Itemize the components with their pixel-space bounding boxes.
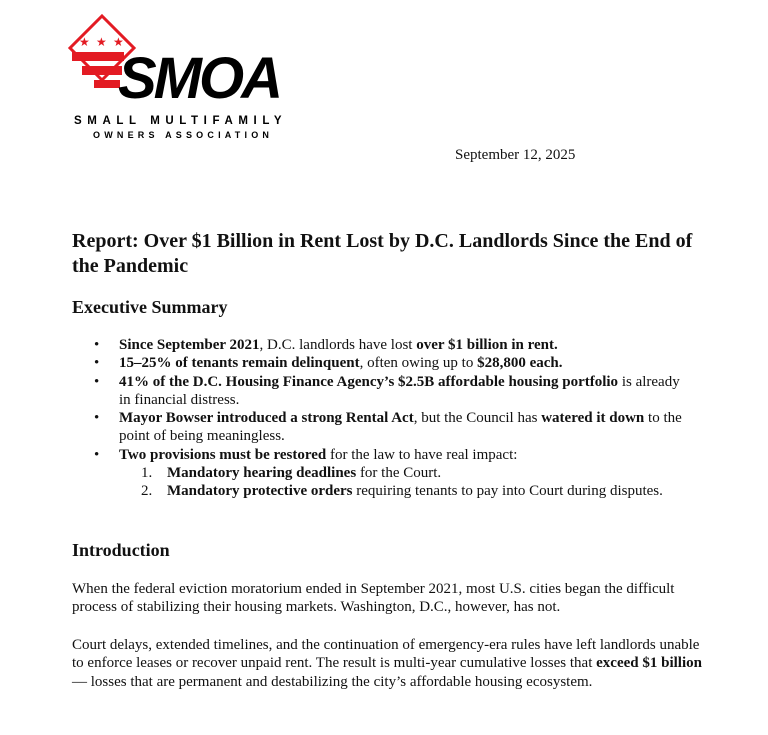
provision-bold: Mandatory protective orders <box>167 483 353 500</box>
executive-summary-heading: Executive Summary <box>72 297 228 317</box>
report-title: Report: Over $1 Billion in Rent Lost by D.C. Landlords Since the End of the Pandemic <box>72 230 693 277</box>
executive-summary-list <box>72 336 692 501</box>
intro-paragraph-2-bold: exceed $1 billion <box>596 655 702 672</box>
svg-text:★: ★ <box>79 35 90 49</box>
bullet-icon: • <box>94 410 100 427</box>
summary-item <box>72 354 692 372</box>
provisions-list <box>119 464 692 501</box>
report-date: September 12, 2025 <box>455 147 576 163</box>
summary-item-bold: Two provisions must be restored <box>119 446 327 463</box>
summary-item-bold: Since September 2021 <box>119 337 260 353</box>
summary-item-bold: watered it down <box>541 410 645 427</box>
bullet-icon: • <box>94 355 100 372</box>
logo-tagline-1: SMALL MULTIFAMILY <box>74 115 288 127</box>
provision-bold: Mandatory hearing deadlines <box>167 465 357 482</box>
intro-paragraph-2-text: Court delays, extended timelines, and the continuation of emergency-era rules have left landlords unable to enforce leases or recover unpaid rent. The result is multi-year cumulative losses that <box>72 637 700 672</box>
bullet-icon: • <box>94 446 100 463</box>
summary-item-text: , often owing up to <box>359 355 478 372</box>
summary-item-text: to the point of being meaningless. <box>119 410 682 445</box>
provision-number: 2. <box>141 483 153 500</box>
svg-text:★: ★ <box>96 35 107 49</box>
provision-text: for the Court. <box>356 465 442 482</box>
bullet-icon: • <box>94 337 100 353</box>
svg-text:★: ★ <box>113 35 124 49</box>
intro-paragraph-2-text-end: — losses that are permanent and destabilizing the city’s affordable housing ecosystem. <box>72 673 593 690</box>
provision-item <box>119 482 692 500</box>
summary-item-text: for the law to have real impact: <box>326 446 518 463</box>
smoa-logo <box>62 14 302 140</box>
bullet-icon: • <box>94 373 100 390</box>
summary-item <box>72 336 692 354</box>
summary-item-bold: Mayor Bowser introduced a strong Rental Act <box>119 410 414 427</box>
provision-number: 1. <box>141 465 153 482</box>
summary-item-text: is already in financial distress. <box>119 373 680 408</box>
logo-tagline-2: OWNERS ASSOCIATION <box>93 130 274 140</box>
summary-item-text: , D.C. landlords have lost <box>259 337 417 353</box>
provision-item <box>119 464 692 482</box>
summary-item-bold: 41% of the D.C. Housing Finance Agency’s $2.5B affordable housing portfolio <box>119 373 619 390</box>
summary-item <box>72 373 692 410</box>
logo-wordmark: SMOA <box>118 46 280 111</box>
summary-item <box>72 409 692 446</box>
summary-item-bold: 15–25% of tenants remain delinquent <box>119 355 360 372</box>
summary-item-bold: over $1 billion in rent. <box>416 337 558 353</box>
provision-text: requiring tenants to pay into Court during disputes. <box>352 483 663 500</box>
summary-item-text: , but the Council has <box>413 410 542 427</box>
summary-item-bold: $28,800 each. <box>477 355 563 372</box>
summary-item <box>72 446 692 501</box>
intro-paragraph-2 <box>72 636 702 691</box>
intro-paragraph-1: When the federal eviction moratorium ended in September 2021, most U.S. cities began the difficult process of stabilizing their housing markets. Washington, D.C., however, has not. <box>72 581 675 616</box>
introduction-heading: Introduction <box>72 540 170 560</box>
